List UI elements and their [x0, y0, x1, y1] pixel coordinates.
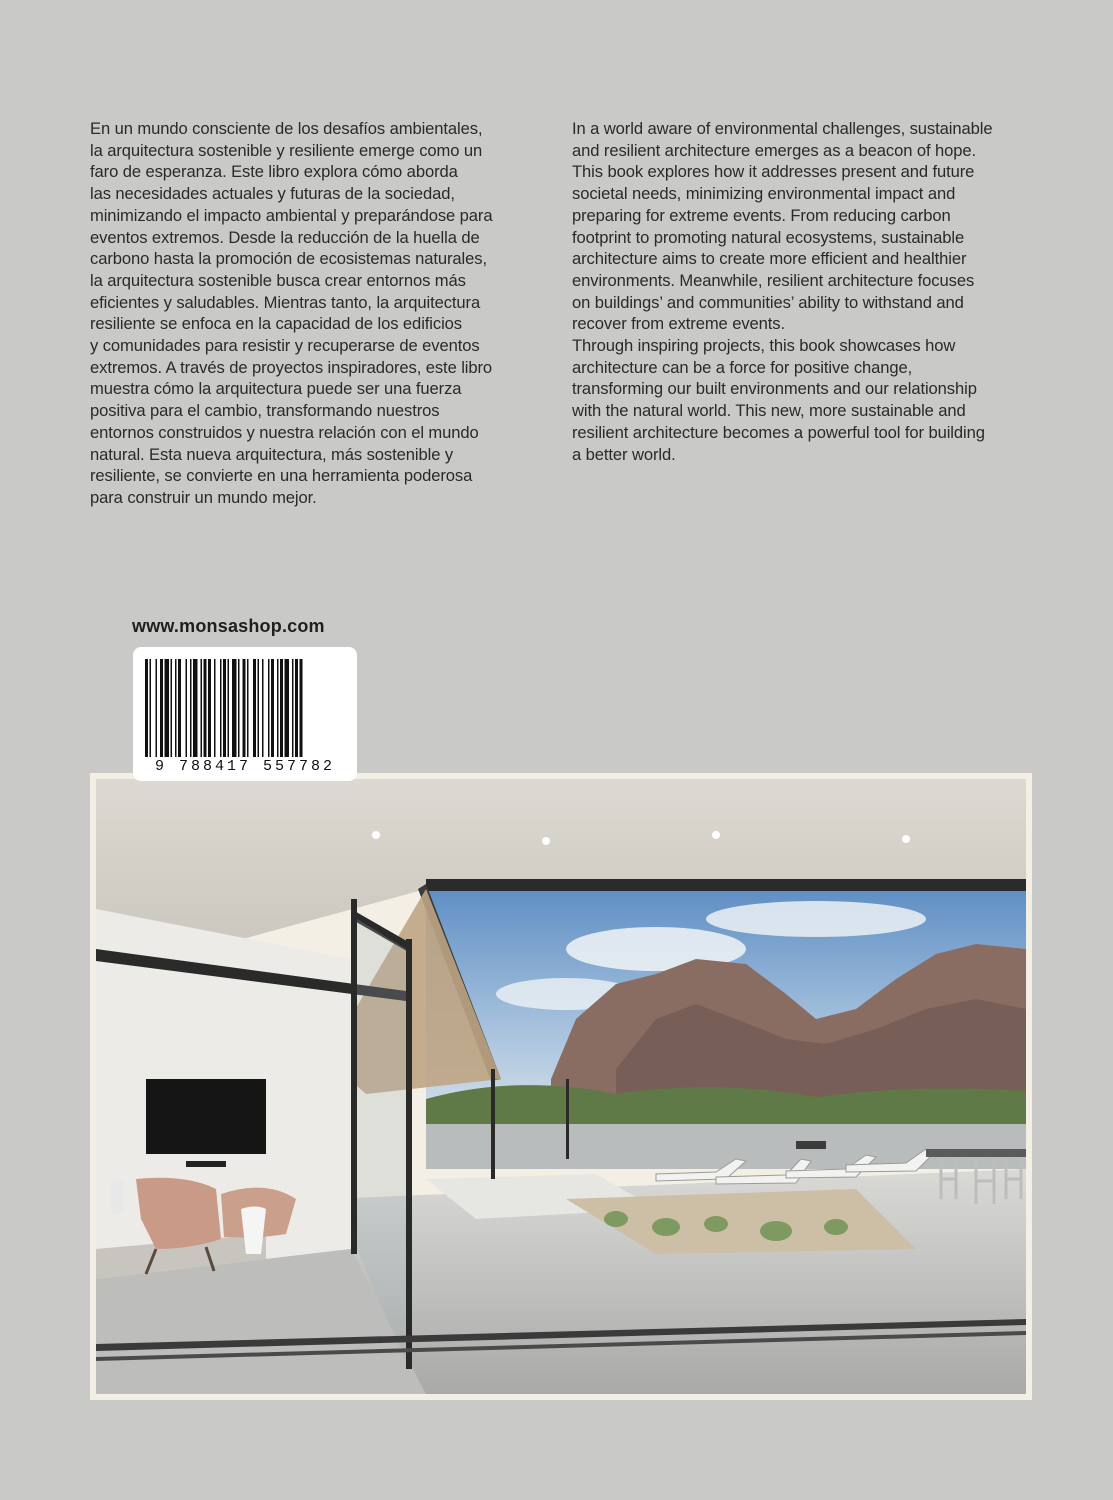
barcode-bar [258, 659, 260, 757]
trees [426, 1085, 1026, 1129]
barcode-bar [175, 659, 177, 757]
barcode-bar [253, 659, 256, 757]
architecture-photo [96, 779, 1026, 1394]
barcode-bar [243, 659, 246, 757]
barcode-bar [178, 659, 181, 757]
barcode-bar [156, 659, 158, 757]
english-description: In a world aware of environmental challenges, sustainable and resilient architecture emerges as a beacon of hope. This book explores how it addresses present and future societal needs, minimizing environmental impact and preparing for extreme events. From reducing carbon footprint to promoting natural ecosystems, sustainable architecture aims to create more efficient and healthier environments. Meanwhile, resilient architecture focuses on buildings’ and communities’ ability to withstand and recover from extreme events. Through inspiring projects, this book showcases how architecture can be a force for positive change, transforming our built environments and our relationship with the natural world. This new, more sustainable and resilient architecture becomes a powerful tool for building a better world. [572, 119, 993, 464]
barcode-bar [186, 659, 188, 757]
barcode-bar [300, 659, 303, 757]
isbn-barcode [133, 647, 357, 781]
barcode-bar [160, 659, 163, 757]
barcode-bar [190, 659, 192, 757]
barcode-bar [214, 659, 216, 757]
support-column [491, 1069, 495, 1179]
barcode-bar [238, 659, 240, 757]
cloud [706, 901, 926, 937]
barcode-bar [295, 659, 298, 757]
vase [111, 1179, 123, 1214]
barcode-bar [292, 659, 294, 757]
barcode-bar [165, 659, 170, 757]
soundbar [186, 1161, 226, 1167]
glass-frame [351, 899, 357, 1254]
barcode-bar [280, 659, 283, 757]
barcode-bar [262, 659, 264, 757]
barcode-bar [232, 659, 237, 757]
barcode-bar [228, 659, 230, 757]
television [146, 1079, 266, 1154]
support-column [566, 1079, 569, 1159]
roof-edge [426, 879, 1026, 891]
barcode-bar [277, 659, 279, 757]
cover-photo-frame [90, 773, 1032, 1400]
garden-wall [426, 1124, 1026, 1169]
dining-table [926, 1149, 1026, 1157]
barcode-bar [247, 659, 249, 757]
isbn-number: 9 788417 557782 [154, 758, 336, 775]
ceiling-light [372, 831, 380, 839]
barcode-bar [193, 659, 198, 757]
wall-opening [796, 1141, 826, 1149]
barcode-bar [223, 659, 226, 757]
barcode-bar [220, 659, 222, 757]
barcode-bar [208, 659, 211, 757]
ceiling-light [902, 835, 910, 843]
spanish-description: En un mundo consciente de los desafíos ambientales, la arquitectura sostenible y resiliente emerge como un faro de esperanza. Este libro explora cómo aborda las necesidades actuales y futuras de la sociedad, minimizando el impacto ambiental y preparándose para eventos extremos. Desde la reducción de la huella de carbono hasta la promoción de ecosistemas naturales, la arquitectura sostenible busca crear entornos más eficientes y saludables. Mientras tanto, la arquitectura resiliente se enfoca en la capacidad de los edificios y comunidades para resistir y recuperarse de eventos extremos. A través de proyectos inspiradores, este libro muestra cómo la arquitectura puede ser una fuerza positiva para el cambio, transformando nuestros entornos construidos y nuestra relación con el mundo natural. Esta nueva arquitectura, más sostenible y resiliente, se convierte en una herramienta poderosa para construir un mundo mejor. [90, 119, 493, 507]
website-link[interactable]: www.monsashop.com [132, 616, 325, 636]
ceiling-light [712, 831, 720, 839]
glass-frame [406, 939, 412, 1369]
barcode-bar [271, 659, 274, 757]
barcode-bar [171, 659, 173, 757]
barcode-bar [285, 659, 290, 757]
barcode-bar [201, 659, 203, 757]
barcode-bar [150, 659, 152, 757]
barcode-bars [143, 659, 347, 757]
barcode-bar [204, 659, 207, 757]
ceiling-light [542, 837, 550, 845]
barcode-bar [145, 659, 148, 757]
barcode-bar [268, 659, 270, 757]
